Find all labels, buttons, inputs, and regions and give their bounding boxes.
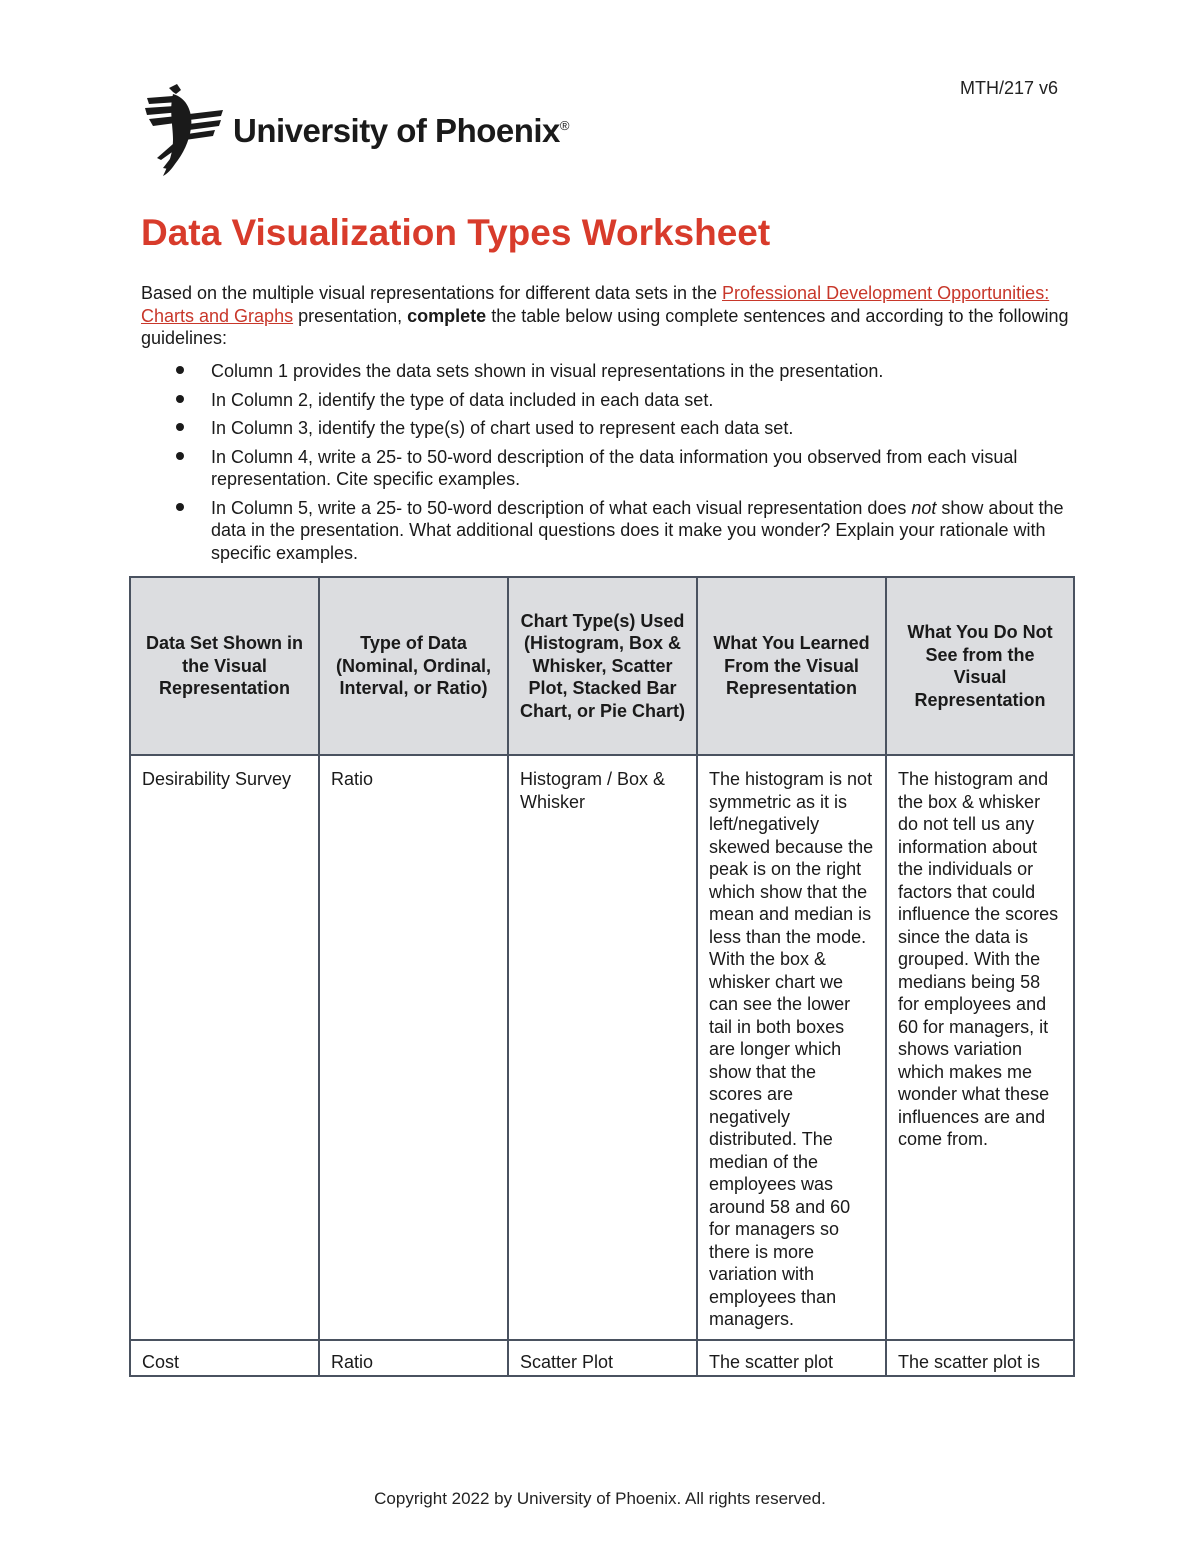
phoenix-bird-icon bbox=[143, 84, 225, 176]
guidelines-list bbox=[141, 360, 1071, 570]
table-row bbox=[130, 755, 1074, 1340]
bullet-icon bbox=[176, 423, 184, 431]
copyright-footer: Copyright 2022 by University of Phoenix. All rights reserved. bbox=[374, 1489, 826, 1508]
course-code: MTH/217 v6 bbox=[959, 78, 1058, 98]
list-item: In Column 2, identify the type of data included in each data set. bbox=[141, 389, 1071, 412]
column-header: Type of Data (Nominal, Ordinal, Interval, or Ratio) bbox=[319, 577, 508, 755]
table-cell[interactable]: Desirability Survey bbox=[130, 755, 319, 1340]
presentation-link[interactable]: Professional Development Opportunities: Charts and Graphs bbox=[141, 283, 1050, 326]
column-header: What You Learned From the Visual Representation bbox=[697, 577, 886, 755]
bullet-icon bbox=[176, 395, 184, 403]
university-logo bbox=[143, 84, 569, 176]
column-header: Chart Type(s) Used (Histogram, Box & Whisker, Scatter Plot, Stacked Bar Chart, or Pie Chart) bbox=[508, 577, 697, 755]
list-item: Column 1 provides the data sets shown in visual representations in the presentation. bbox=[141, 360, 1071, 383]
table-row bbox=[130, 1340, 1074, 1377]
registered-mark: ® bbox=[559, 118, 570, 133]
table-cell[interactable]: The scatter plot bbox=[697, 1340, 886, 1377]
table-cell[interactable]: The scatter plot is bbox=[886, 1340, 1074, 1377]
bold-complete: complete bbox=[407, 305, 487, 326]
logo-text: University of Phoenix® bbox=[233, 112, 570, 149]
worksheet-table bbox=[129, 576, 1075, 1377]
column-header: Data Set Shown in the Visual Representation bbox=[130, 577, 319, 755]
table-cell[interactable]: The histogram and the box & whisker do not tell us any information about the individuals or factors that could influence the scores since the data is grouped. With the medians being 58 for employees and 60 for managers, it shows variation which makes me wonder what these influences are and come from. bbox=[886, 755, 1074, 1340]
page-title: Data Visualization Types Worksheet bbox=[141, 212, 771, 253]
bullet-icon bbox=[176, 452, 184, 460]
table-cell[interactable]: Scatter Plot bbox=[508, 1340, 697, 1377]
table-cell[interactable]: Cost bbox=[130, 1340, 319, 1377]
column-header: What You Do Not See from the Visual Representation bbox=[886, 577, 1074, 755]
table-header-row bbox=[130, 577, 1074, 755]
table-cell[interactable]: The histogram is not symmetric as it is left/negatively skewed because the peak is on the right which show that the mean and median is less than the mode. With the box & whisker chart we can see the lower tail in both boxes are longer which show that the scores are negatively distributed. The median of the employees was around 58 and 60 for managers so there is more variation with employees than managers. bbox=[697, 755, 886, 1340]
table-cell[interactable]: Histogram / Box & Whisker bbox=[508, 755, 697, 1340]
bullet-icon bbox=[176, 503, 184, 511]
table-cell[interactable]: Ratio bbox=[319, 755, 508, 1340]
list-item: In Column 4, write a 25- to 50-word description of the data information you observed from each visual representation. Cite specific examples. bbox=[141, 446, 1071, 491]
list-item: In Column 5, write a 25- to 50-word description of what each visual representation does not show about the data in the presentation. What additional questions does it make you wonder? Explain your rationale with specific examples. bbox=[141, 497, 1071, 565]
intro-paragraph: Based on the multiple visual representations for different data sets in the Professional Development Opportunities: Charts and Graphs presentation, complete the table below using complete sentences and according to the following guidelines: bbox=[141, 283, 1069, 348]
bullet-icon bbox=[176, 366, 184, 374]
table-cell[interactable]: Ratio bbox=[319, 1340, 508, 1377]
list-item: In Column 3, identify the type(s) of chart used to represent each data set. bbox=[141, 417, 1071, 440]
